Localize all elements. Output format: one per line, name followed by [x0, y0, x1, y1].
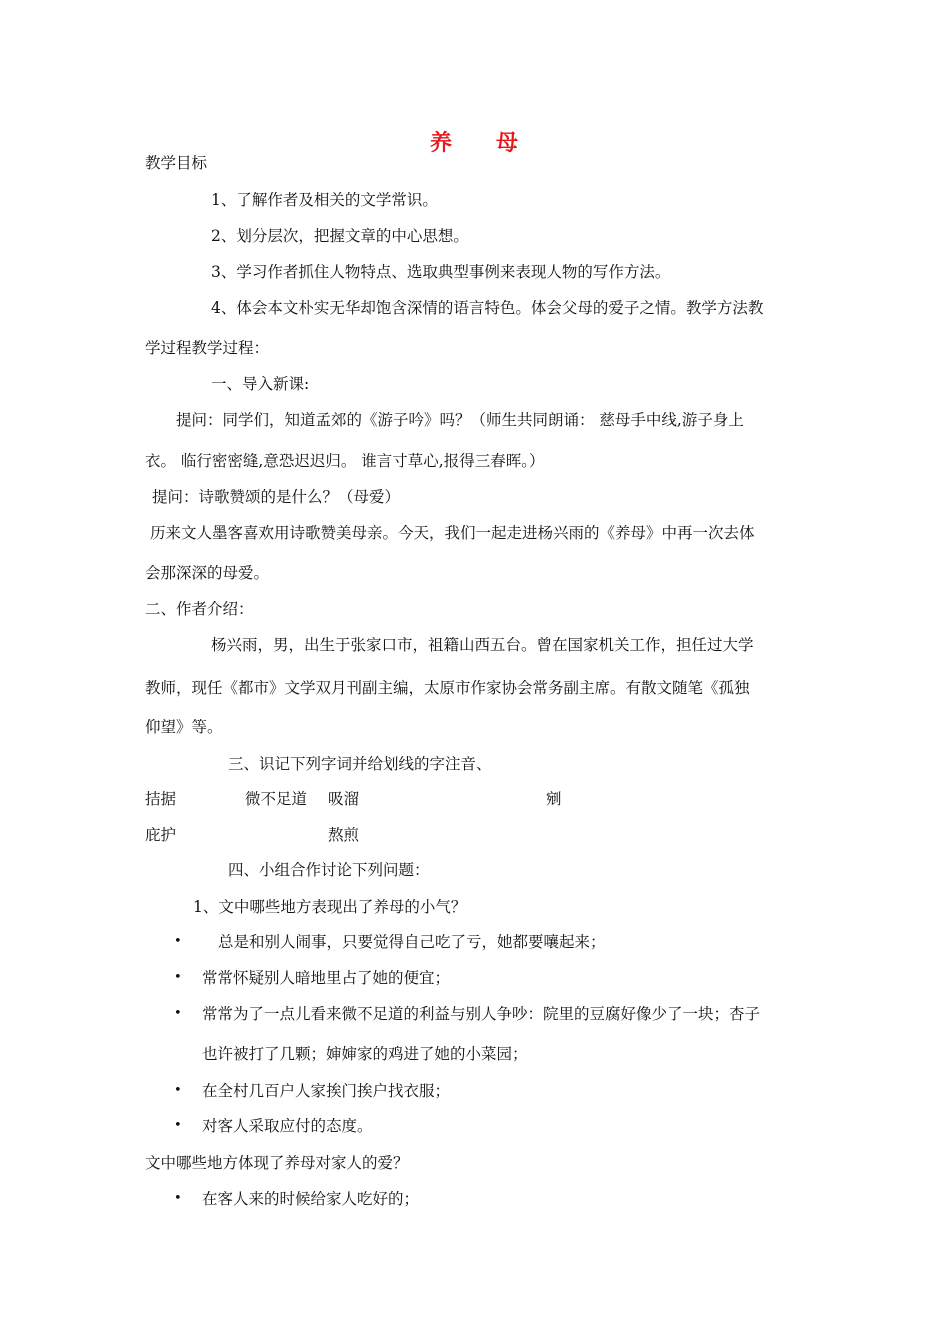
vocab-word-1: 拮据 — [145, 790, 177, 808]
vocab-word-6: 熬煎 — [328, 826, 360, 844]
list-item: 在全村几百户人家挨门挨户找衣服； — [202, 1082, 451, 1100]
vocab-word-5: 庇护 — [145, 826, 177, 844]
objective-1: 1、了解作者及相关的文学常识。 — [211, 191, 438, 209]
author-paragraph-line-2: 教师，现任《都市》文学双月刊副主编，太原市作家协会常务副主席。有散文随笔《孤独 — [145, 679, 750, 697]
author-paragraph-line-3: 仰望》等。 — [145, 718, 223, 736]
vocab-word-4: 剜 — [546, 790, 562, 808]
section-heading-vocabulary: 三、识记下列字词并给划线的字注音、 — [228, 755, 492, 773]
list-item: 对客人采取应付的态度。 — [202, 1117, 373, 1135]
intro-question-1-continued: 衣。 临行密密缝,意恐迟迟归。 谁言寸草心,报得三春晖。） — [145, 452, 545, 470]
list-item: 总是和别人闹事，只要觉得自己吃了亏，她都要嚷起来； — [218, 933, 606, 951]
list-item: 常常怀疑别人暗地里占了她的便宜； — [202, 969, 451, 987]
intro-paragraph: 历来文人墨客喜欢用诗歌赞美母亲。今天，我们一起走进杨兴雨的《养母》中再一次去体 — [150, 524, 755, 542]
section-heading-author: 二、作者介绍： — [145, 600, 254, 618]
bullet-marker: • — [174, 934, 182, 949]
vocab-word-2: 微不足道 — [245, 790, 308, 808]
discussion-question-1: 1、文中哪些地方表现出了养母的小气？ — [193, 898, 467, 916]
list-item: 常常为了一点儿看来微不足道的利益与别人争吵：院里的豆腐好像少了一块；杏子 — [202, 1005, 761, 1023]
bullet-marker: • — [174, 1083, 182, 1098]
intro-paragraph-continued: 会那深深的母爱。 — [145, 564, 270, 582]
title-char-1: 养 — [429, 130, 454, 156]
bullet-marker: • — [174, 1191, 182, 1206]
bullet-marker: • — [174, 1118, 182, 1133]
objective-3: 3、学习作者抓住人物特点、选取典型事例来表现人物的写作方法。 — [211, 263, 671, 281]
page-title — [0, 126, 950, 157]
objective-2: 2、划分层次，把握文章的中心思想。 — [211, 227, 469, 245]
intro-question-1: 提问：同学们，知道孟郊的《游子吟》吗？（师生共同朗诵： 慈母手中线,游子身上 — [176, 411, 744, 429]
objective-4-continued: 学过程教学过程： — [145, 339, 270, 357]
objective-4: 4、体会本文朴实无华却饱含深情的语言特色。体会父母的爱子之情。教学方法教 — [211, 299, 764, 317]
section-heading-objectives: 教学目标 — [145, 154, 208, 172]
section-heading-intro: 一、导入新课: — [211, 375, 310, 393]
intro-question-2: 提问：诗歌赞颂的是什么？（母爱） — [152, 488, 401, 506]
bullet-marker: • — [174, 1006, 182, 1021]
vocab-word-3: 吸溜 — [328, 790, 360, 808]
list-item-continued: 也许被打了几颗；婶婶家的鸡进了她的小菜园； — [202, 1045, 528, 1063]
author-paragraph: 杨兴雨，男，出生于张家口市，祖籍山西五台。曾在国家机关工作，担任过大学 — [211, 636, 754, 654]
bullet-marker: • — [174, 970, 182, 985]
list-item: 在客人来的时候给家人吃好的； — [202, 1190, 420, 1208]
discussion-question-2: 文中哪些地方体现了养母对家人的爱？ — [145, 1154, 409, 1172]
section-heading-discussion: 四、小组合作讨论下列问题： — [228, 861, 430, 879]
title-char-2: 母 — [496, 130, 521, 156]
